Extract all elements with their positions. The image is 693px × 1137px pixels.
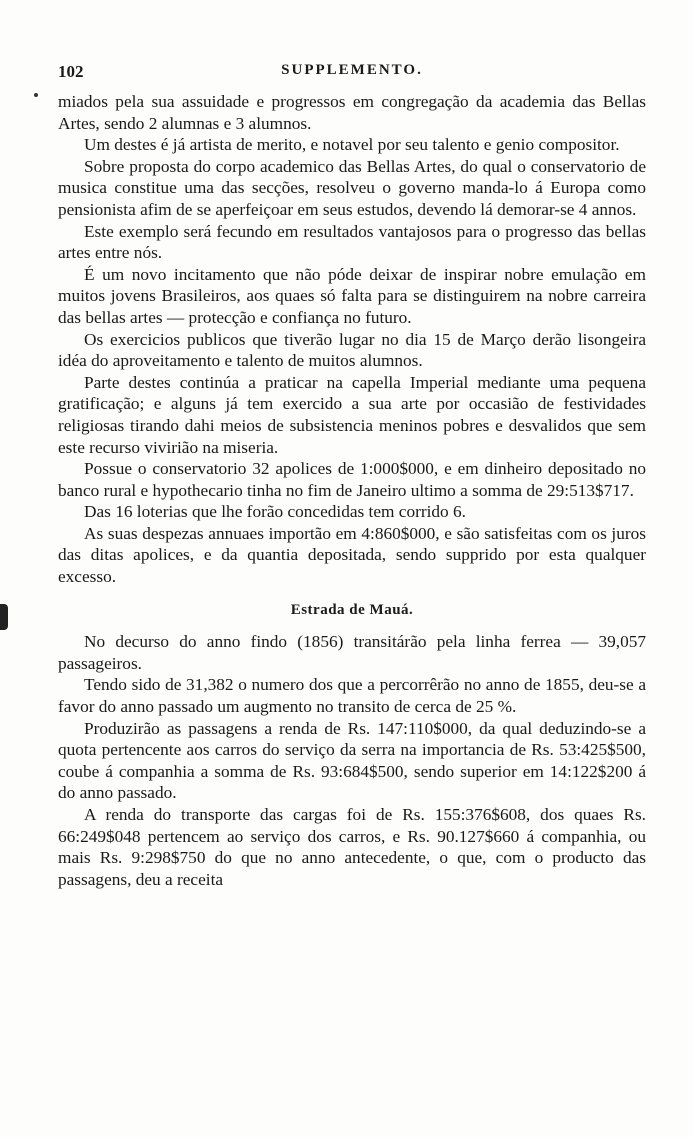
paragraph: As suas despezas annuaes importão em 4:860$000, e são satisfeitas com os juros das ditas apolices, e da quantia depositada, sendo supprido por esta qualquer excesso. bbox=[58, 523, 646, 587]
paragraph: Sobre proposta do corpo academico das Bellas Artes, do qual o conservatorio de musica constitue uma das secções, resolveu o governo manda-lo á Europa como pensionista afim de se aperfeiçoar em seus estudos, devendo lá demorar-se 4 annos. bbox=[58, 156, 646, 219]
margin-mark bbox=[34, 93, 38, 97]
running-title: SUPPLEMENTO. bbox=[281, 62, 423, 78]
paragraph: Um destes é já artista de merito, e notavel por seu talento e genio compositor. bbox=[84, 135, 620, 155]
paragraph: A renda do transporte das cargas foi de Rs. 155:376$608, dos quaes Rs. 66:249$048 pertencem ao serviço dos carros, e Rs. 90.127$660 á companhia, ou mais Rs. 9:298$750 do que no anno antecedente, o que, com o producto das passagens, deu a receita bbox=[58, 805, 646, 889]
paragraph: Este exemplo será fecundo em resultados vantajosos para o progresso das bellas artes entre nós. bbox=[58, 221, 646, 263]
paragraph: Parte destes continúa a praticar na capella Imperial mediante uma pequena gratificação; e alguns já tem exercido a sua arte por occasião de festividades religiosas tirando dahi meios de subsistencia meninos pobres e desvalidos que sem este recurso vivirião na miseria. bbox=[58, 372, 646, 457]
binding-edge-mark bbox=[0, 604, 8, 630]
paragraph: Das 16 loterias que lhe forão concedidas tem corrido 6. bbox=[84, 502, 466, 522]
paragraph: É um novo incitamento que não póde deixar de inspirar nobre emulação em muitos jovens Brasileiros, aos quaes só falta para se distinguirem na nobre carreira das bellas artes — protecção e confiança no futuro. bbox=[58, 264, 646, 327]
paragraph: Possue o conservatorio 32 apolices de 1:000$000, e em dinheiro depositado no banco rural e hypothecario tinha no fim de Janeiro ultimo a somma de 29:513$717. bbox=[58, 459, 646, 500]
page-number: 102 bbox=[58, 62, 84, 81]
body-text bbox=[58, 91, 646, 890]
paragraph: No decurso do anno findo (1856) transitárão pela linha ferrea — 39,057 passageiros. bbox=[58, 632, 646, 673]
paragraph: Tendo sido de 31,382 o numero dos que a percorrêrão no anno de 1855, deu-se a favor do anno passado um augmento no transito de cerca de 25 %. bbox=[58, 675, 646, 717]
paragraph: Produzirão as passagens a renda de Rs. 147:110$000, da qual deduzindo-se a quota pertencente aos carros do serviço da serra na importancia de Rs. 53:425$500, coube á companhia a somma de Rs. 93:684$500, sendo superior em 14:122$200 á do anno passado. bbox=[58, 718, 646, 803]
paragraph: miados pela sua assuidade e progressos em congregação da academia das Bellas Artes, sendo 2 alumnas e 3 alumnos. bbox=[58, 92, 646, 133]
section-heading: Estrada de Mauá. bbox=[290, 601, 414, 618]
page-header bbox=[58, 62, 646, 86]
paragraph: Os exercicios publicos que tiverão lugar no dia 15 de Março derão lisongeira idéa do aproveitamento e talento de muitos alumnos. bbox=[58, 329, 646, 371]
